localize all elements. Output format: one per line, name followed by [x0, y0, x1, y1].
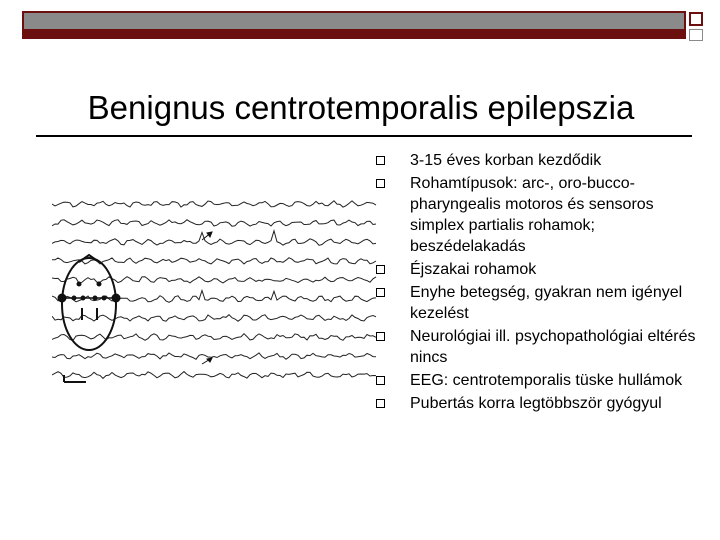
eeg-trace [52, 231, 376, 246]
header-bar-inner [24, 13, 684, 29]
bullet-text: Pubertás korra legtöbbször gyógyul [410, 395, 662, 412]
bullet-text: Enyhe betegség, gyakran nem igényel kezelést [410, 284, 683, 322]
eeg-trace [52, 201, 376, 207]
bullet-text: EEG: centrotemporalis tüske hullámok [410, 372, 683, 389]
bullet-item [372, 150, 702, 171]
calibration-mark [64, 375, 86, 382]
eeg-trace [52, 291, 376, 303]
bullet-item [372, 282, 702, 324]
bullet-item [372, 393, 702, 414]
slide-title: Benignus centrotemporalis epilepszia [87, 89, 635, 126]
square-bullet-icon [376, 156, 385, 165]
eeg-trace [52, 372, 376, 379]
eeg-trace [52, 220, 376, 226]
eeg-recording-image [52, 192, 382, 412]
title-divider [36, 135, 692, 137]
eeg-trace [52, 277, 376, 283]
bullet-item [372, 370, 702, 391]
eeg-trace [52, 315, 376, 322]
bullet-item [372, 173, 702, 257]
header-decoration-bar [22, 11, 686, 39]
bullet-item [372, 326, 702, 368]
bullet-text: Neurológiai ill. psychopathológiai eltérés nincs [410, 328, 696, 366]
square-bullet-icon [376, 179, 385, 188]
bullet-text: Rohamtípusok: arc-, oro-bucco-pharyngealis motoros és sensoros simplex partialis rohamok; beszédelakadás [410, 175, 654, 255]
eeg-traces [52, 201, 376, 379]
arrow-icon [202, 232, 212, 364]
bullet-text: 3-15 éves korban kezdődik [410, 152, 602, 169]
bullet-text: Éjszakai rohamok [410, 261, 537, 278]
bullet-list [372, 150, 702, 416]
head-diagram-icon [58, 255, 120, 350]
bullet-item [372, 259, 702, 280]
corner-square-bottom [689, 29, 703, 41]
eeg-trace [52, 334, 376, 341]
corner-square-top [689, 12, 703, 26]
eeg-trace [52, 353, 376, 359]
